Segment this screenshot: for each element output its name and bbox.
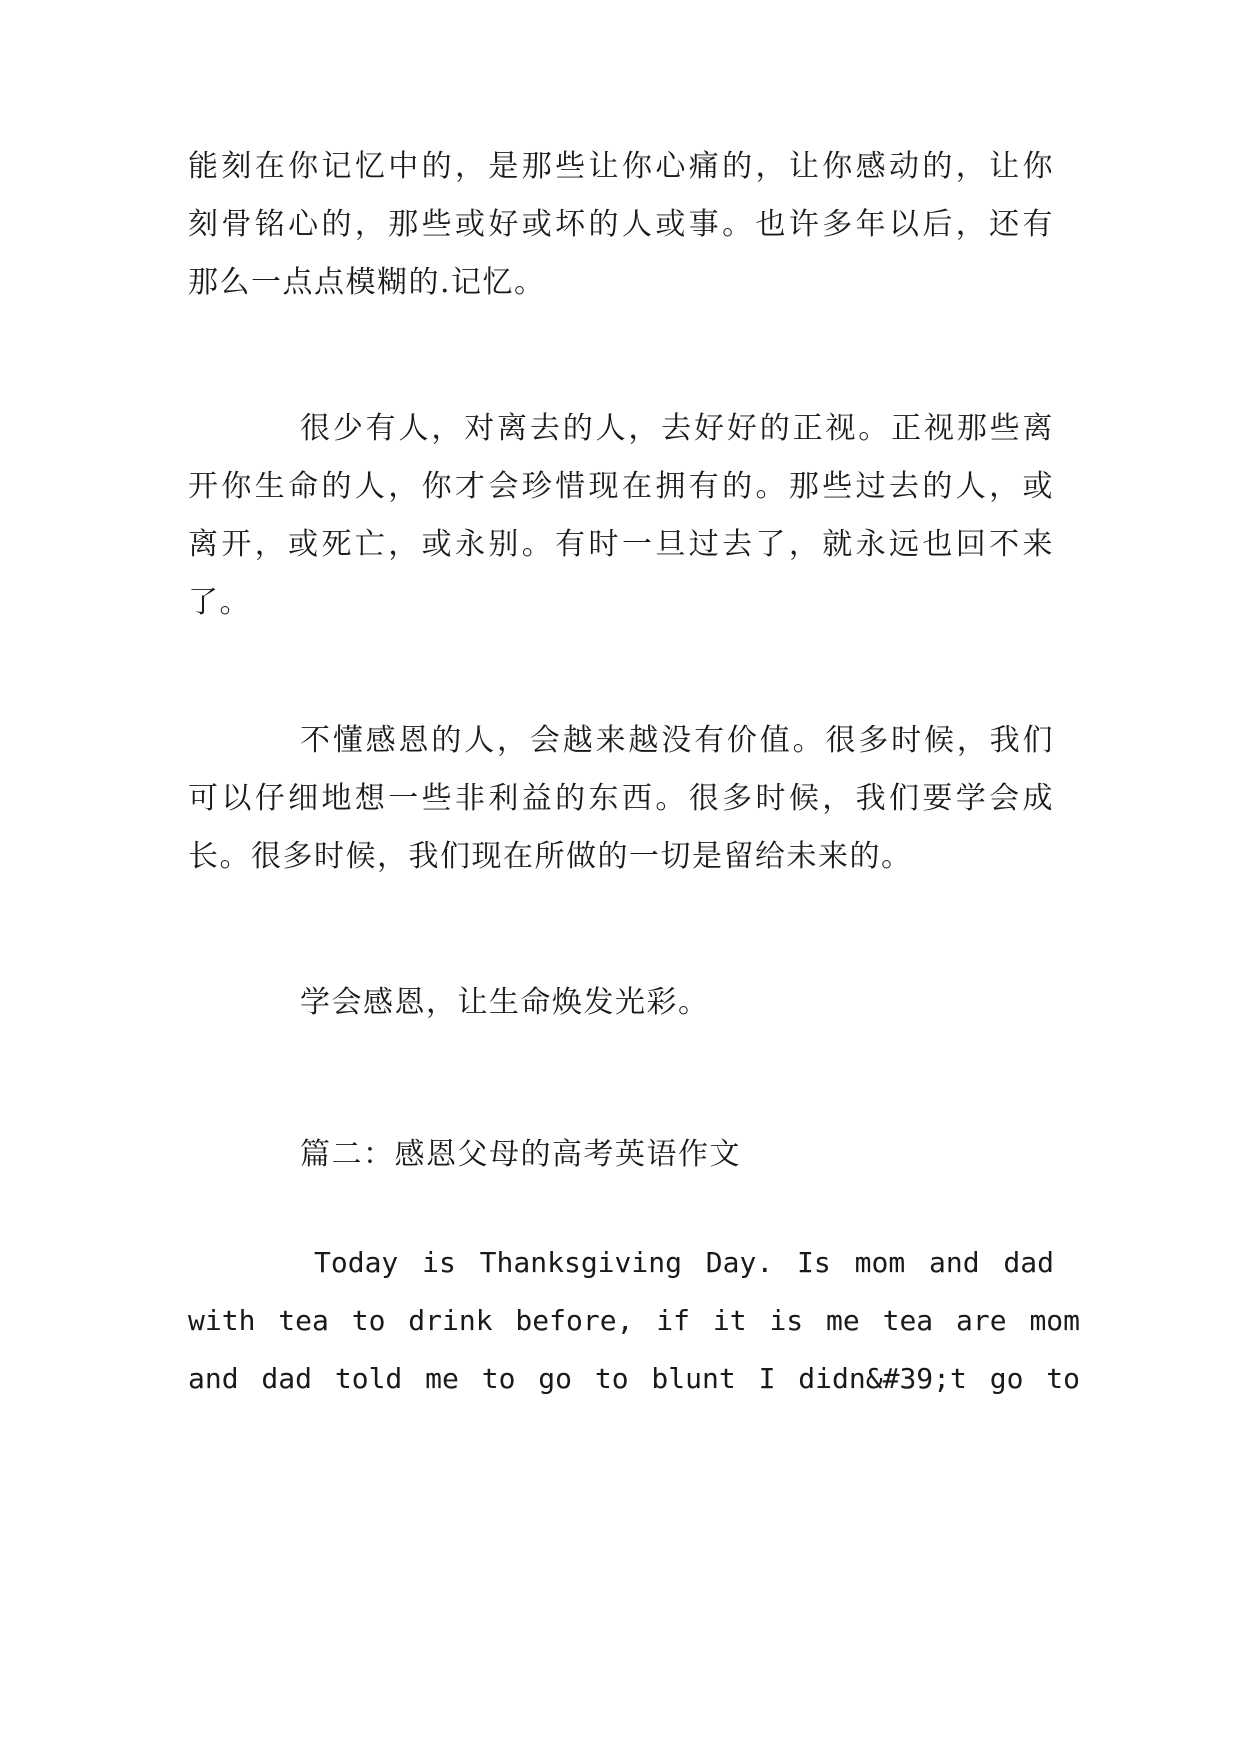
paragraph-line: 不懂感恩的人，会越来越没有价值。很多时候，我们 [300, 723, 1054, 758]
paragraph-line: 学会感恩，让生命焕发光彩。 [300, 985, 710, 1020]
paragraph-4 [188, 974, 1054, 1032]
paragraph-line: 长。很多时候，我们现在所做的一切是留给未来的。 [188, 839, 913, 874]
paragraph-line: 离开，或死亡，或永别。有时一旦过去了，就永远也回不来 [188, 527, 1054, 562]
paragraph-line: and dad told me to go to blunt I didn&#39;t go to [188, 1362, 1081, 1395]
paragraph-line: 可以仔细地想一些非利益的东西。很多时候，我们要学会成 [188, 781, 1054, 816]
section-heading [188, 1126, 1054, 1184]
paragraph-line: 那么一点点模糊的.记忆。 [188, 265, 546, 300]
paragraph-line: with tea to drink before, if it is me tea are mom [188, 1304, 1081, 1337]
paragraph-2 [188, 400, 1054, 632]
paragraph-line: 很少有人，对离去的人，去好好的正视。正视那些离 [300, 411, 1054, 446]
paragraph-line: 刻骨铭心的，那些或好或坏的人或事。也许多年以后，还有 [188, 207, 1054, 242]
paragraph-line: 能刻在你记忆中的，是那些让你心痛的，让你感动的，让你 [188, 149, 1054, 184]
section-heading-text: 篇二：感恩父母的高考英语作文 [300, 1137, 741, 1172]
paragraph-line: Today is Thanksgiving Day. Is mom and dad [314, 1246, 1054, 1279]
paragraph-1 [188, 138, 1054, 312]
paragraph-line: 了。 [188, 585, 251, 620]
paragraph-line: 开你生命的人，你才会珍惜现在拥有的。那些过去的人，或 [188, 469, 1054, 504]
paragraph-3 [188, 712, 1054, 886]
paragraph-5 [188, 1234, 1081, 1408]
